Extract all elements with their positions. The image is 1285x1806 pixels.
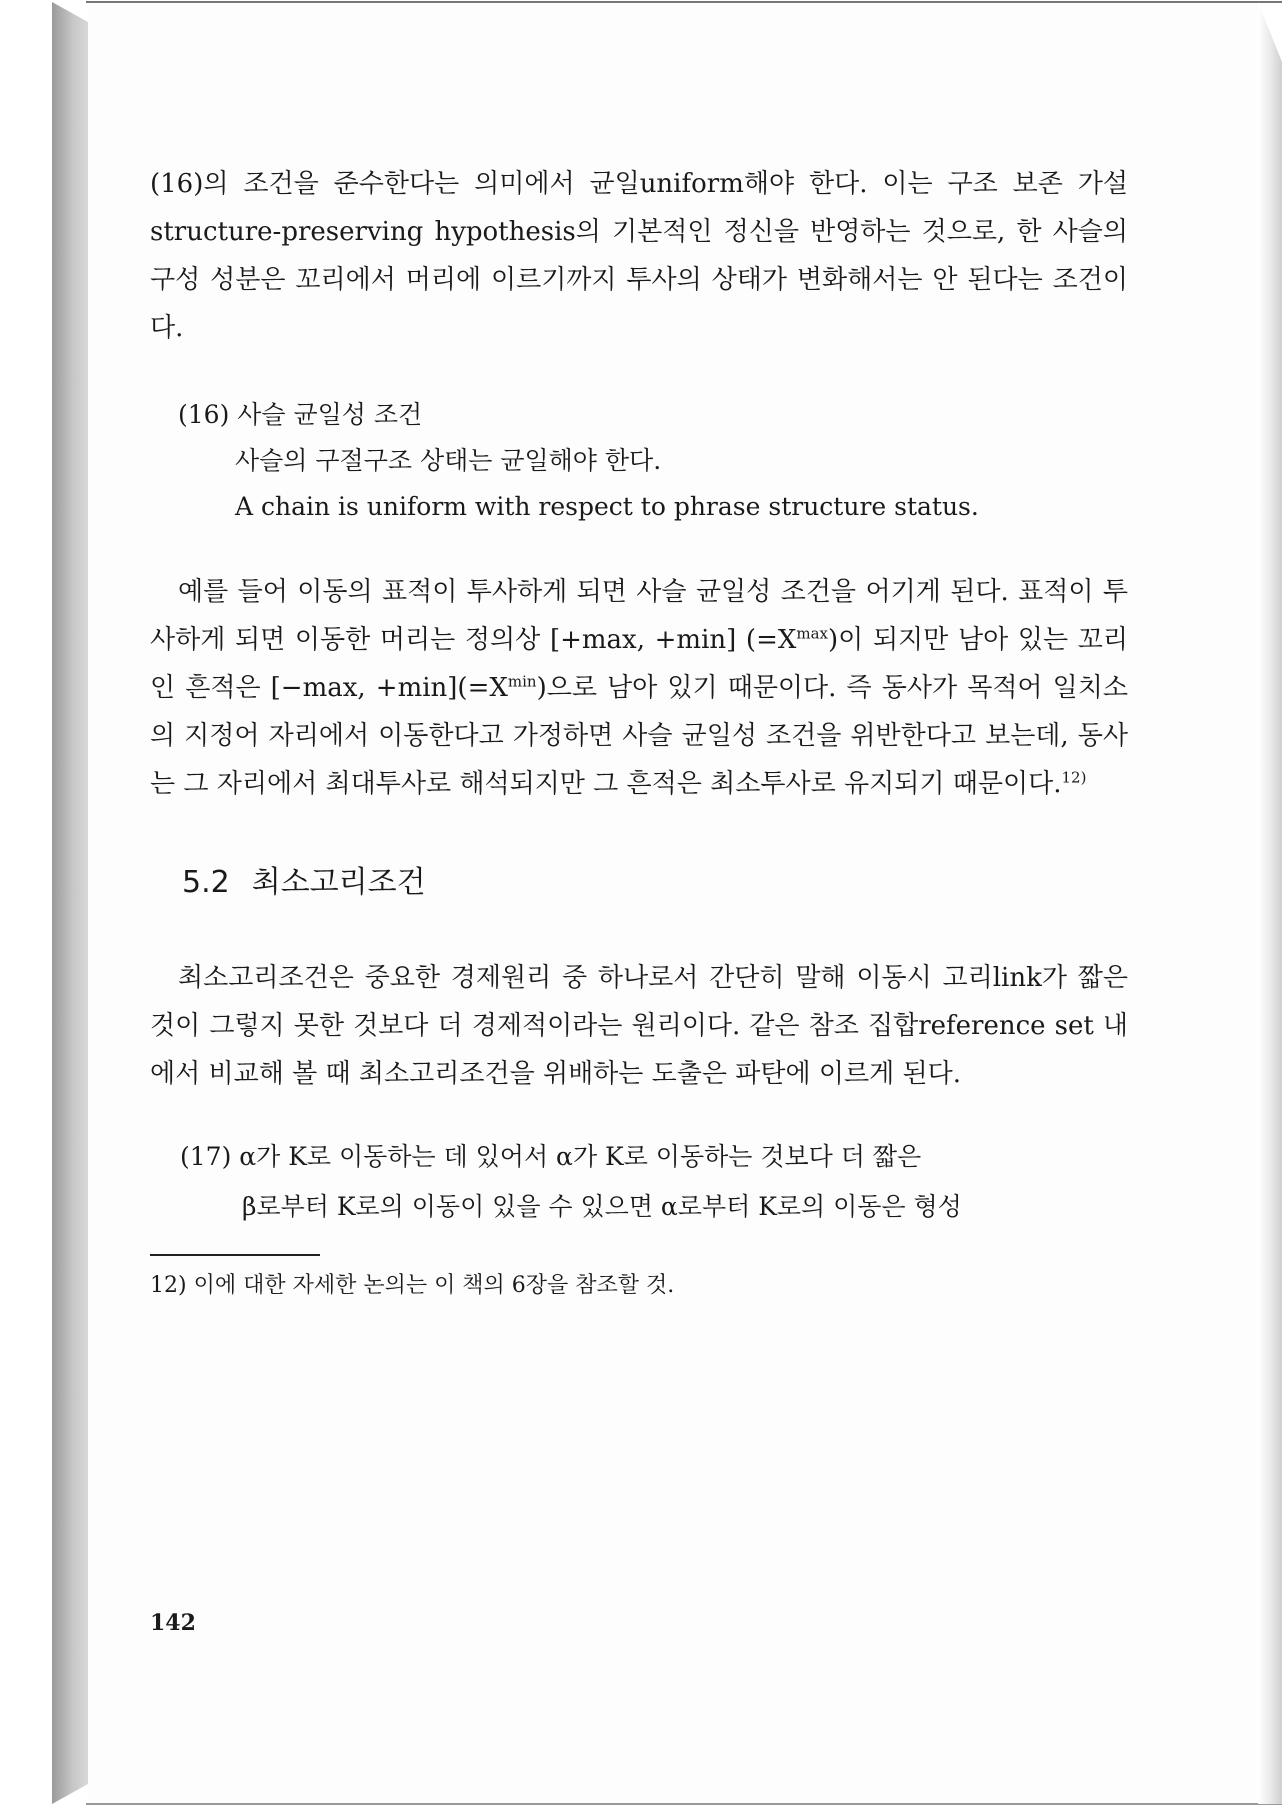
section-number: 5.2 bbox=[182, 865, 230, 900]
footnote: 12) 이에 대한 자세한 논의는 이 책의 6장을 참조할 것. bbox=[150, 1273, 675, 1298]
superscript-max: max bbox=[796, 624, 829, 643]
superscript-min: min bbox=[507, 672, 537, 691]
example-16-english: A chain is uniform with respect to phrase structure status. bbox=[235, 492, 979, 521]
paragraph-2 bbox=[150, 568, 1128, 808]
book-spine bbox=[52, 2, 88, 1804]
example-16-heading: (16) 사슬 균일성 조건 bbox=[178, 400, 423, 429]
footnote-reference: 12) bbox=[1061, 768, 1087, 787]
example-16-korean: 사슬의 구절구조 상태는 균일해야 한다. bbox=[235, 446, 662, 475]
example-17-line-2: β로부터 K로의 이동이 있을 수 있으면 α로부터 K로의 이동은 형성 bbox=[242, 1192, 962, 1221]
example-17 bbox=[150, 1132, 1128, 1232]
page-content bbox=[150, 160, 1128, 1302]
section-heading bbox=[150, 848, 1128, 918]
section-title: 최소고리조건 bbox=[251, 865, 426, 900]
paragraph-2-part-3: )으로 남아 있기 때문이다. 즉 동사가 목적어 일치소의 지정어 자리에서 이동한다고 가정하면 사슬 균일성 조건을 위반한다고 보는데, 동사는 그 자리에서 최대투사로 해석되지만 그 흔적은 최소투사로 유지되기 때문이다. bbox=[150, 673, 1128, 799]
page-edge-bottom bbox=[86, 1803, 1282, 1805]
paragraph-2-part-2: )이 되지만 남아 있는 꼬리인 흔적은 [−max, +min](=X bbox=[150, 625, 1128, 703]
footnote-divider bbox=[150, 1254, 320, 1256]
example-16 bbox=[150, 392, 1128, 530]
example-17-line-1: (17) α가 K로 이동하는 데 있어서 α가 K로 이동하는 것보다 더 짧은 bbox=[180, 1142, 922, 1171]
paragraph-1: (16)의 조건을 준수한다는 의미에서 균일uniform해야 한다. 이는 구조 보존 가설structure-preserving hypothesis의 기본적인 정신을 반영하는 것으로, 한 사슬의 구성 성분은 꼬리에서 머리에 이르기까지 투사의 상태가 변화해서는 안 된다는 조건이다. bbox=[150, 169, 1128, 343]
page-edge-right bbox=[1258, 2, 1282, 1804]
paragraph-3: 최소고리조건은 중요한 경제원리 중 하나로서 간단히 말해 이동시 고리link가 짧은 것이 그렇지 못한 것보다 더 경제적이라는 원리이다. 같은 참조 집합reference set 내에서 비교해 볼 때 최소고리조건을 위배하는 도출은 파탄에 이르게 된다. bbox=[150, 963, 1128, 1089]
page-number: 142 bbox=[150, 1610, 196, 1636]
paragraph-2-part-1: 예를 들어 이동의 표적이 투사하게 되면 사슬 균일성 조건을 어기게 된다. 표적이 투사하게 되면 이동한 머리는 정의상 [+max, +min] (=X bbox=[150, 577, 1128, 655]
